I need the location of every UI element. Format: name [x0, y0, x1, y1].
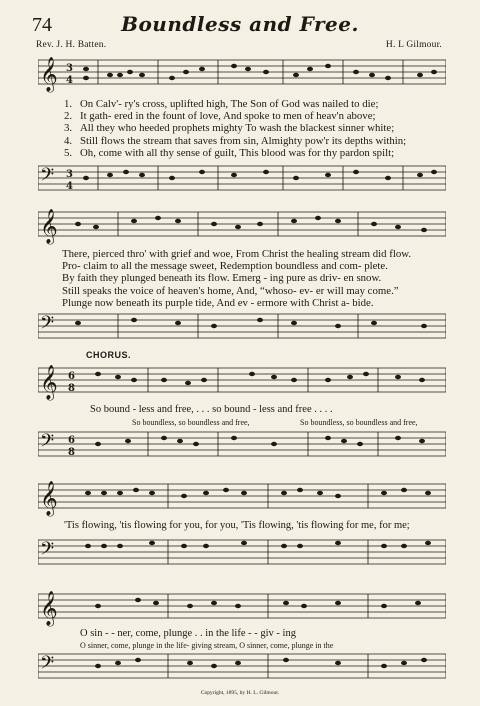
svg-text:6: 6	[68, 371, 75, 382]
verse-line: There, pierced thro' with grief and woe, From Christ the healing stream did flow.	[62, 248, 412, 260]
verse-line: Pro- claim to all the message sweet, Redemption boundless and com- plete.	[62, 260, 388, 273]
chorus-label: CHORUS.	[86, 350, 132, 360]
svg-text:3: 3	[66, 63, 73, 74]
svg-text:𝄞: 𝄞	[40, 365, 58, 400]
svg-text:𝄞: 𝄞	[40, 209, 58, 244]
verse-line: 3. All they who heeded prophets mighty To wash the blackest sinner white;	[64, 122, 395, 135]
bass-staff-system-1	[38, 160, 446, 200]
bass-staff-chorus-3	[38, 650, 446, 686]
treble-staff-system-2	[38, 206, 446, 246]
svg-text:𝄞: 𝄞	[40, 481, 58, 516]
svg-text:𝄞: 𝄞	[40, 57, 58, 92]
bass-staff-system-2	[38, 308, 446, 348]
verse-line: 5. Oh, come with all thy sense of guilt, This blood was for thy pardon spilt;	[64, 146, 395, 159]
treble-staff-chorus-3	[38, 588, 446, 628]
composer-credit: H. L Gilmour.	[385, 40, 442, 50]
verse-line: 2. It gath- ered in the fount of love, And spoke to men of heav'n above;	[64, 110, 376, 123]
verse-lyrics-part-2	[62, 248, 411, 309]
hymn-title: Boundless and Free.	[121, 12, 359, 36]
verse-line: 1. On Calv'- ry's cross, uplifted high, The Son of God was nailed to die;	[64, 98, 379, 110]
treble-staff-chorus-2	[38, 478, 446, 518]
page-number: 74	[32, 14, 52, 36]
verse-line: 4. Still flows the stream that saves from sin, Almighty pow'r its depths within;	[64, 134, 407, 147]
svg-text:6: 6	[68, 435, 75, 446]
chorus-lyric-line-2: 'Tis flowing, 'tis flowing for you, for you, 'Tis flowing, 'tis flowing for me, for me;	[64, 520, 410, 531]
svg-text:8: 8	[68, 383, 75, 394]
bass-staff-chorus-2	[38, 534, 446, 574]
svg-text:𝄞: 𝄞	[40, 591, 58, 626]
chorus-lyric-line-1: So bound - less and free, . . . so bound - less and free . . . .	[90, 404, 333, 415]
verse-line: Plunge now beneath its purple tide, And ev - ermore with Christ a- bide.	[62, 296, 374, 309]
author-credit: Rev. J. H. Batten.	[36, 40, 107, 50]
copyright-notice: Copyright, 1895, by H. L. Gilmour.	[200, 690, 280, 696]
chorus-bass-lyric-a: So boundless, so boundless and free,	[132, 418, 250, 427]
treble-staff-system-1	[38, 54, 446, 94]
bass-staff-chorus-1	[38, 426, 446, 466]
svg-text:𝄢: 𝄢	[40, 165, 55, 190]
svg-text:8: 8	[68, 447, 75, 458]
chorus-bass-lyric-b: So boundless, so boundless and free,	[300, 418, 418, 427]
svg-text:𝄢: 𝄢	[40, 431, 55, 456]
verse-lyrics-part-1	[64, 98, 406, 159]
svg-text:𝄢: 𝄢	[40, 313, 55, 338]
svg-text:4: 4	[66, 181, 73, 192]
svg-text:3: 3	[66, 169, 73, 180]
verse-line: By faith they plunged beneath its flow. Emerg - ing pure as driv- en snow.	[62, 272, 382, 285]
chorus-lyric-line-3: O sin - - ner, come, plunge . . in the life - - giv - ing	[80, 628, 296, 639]
treble-staff-chorus-1	[38, 362, 446, 402]
svg-text:𝄢: 𝄢	[40, 539, 55, 564]
chorus-bass-lyric-line-3: O sinner, come, plunge in the life- giving stream, O sinner, come, plunge in the	[80, 641, 334, 650]
svg-text:𝄢: 𝄢	[40, 653, 55, 678]
svg-text:4: 4	[66, 75, 73, 86]
verse-line: Still speaks the voice of heaven's home, And, “whoso- ev- er will may come.”	[62, 284, 399, 297]
